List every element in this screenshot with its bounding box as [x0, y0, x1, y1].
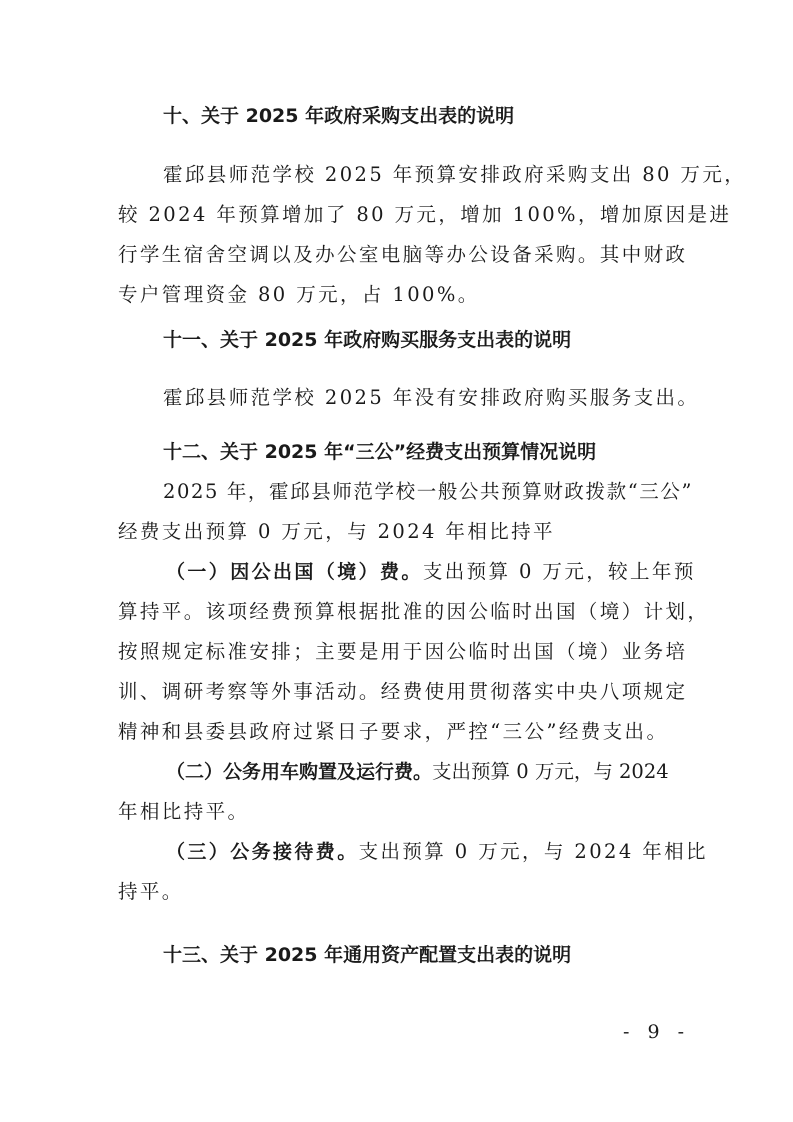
item-1-line-4-text: 训、调研考察等外事活动。经费使用贯彻落实中央八项规定 — [118, 680, 688, 703]
section-10-heading-text: 十、关于 2025 年政府采购支出表的说明 — [163, 105, 515, 127]
section-12-intro-2-text: 经费支出预算 0 万元，与 2024 年相比持平 — [118, 520, 555, 543]
section-12-intro-2 — [0, 512, 793, 552]
section-11-line-1 — [0, 378, 793, 418]
page-number-text: - 9 - — [623, 1021, 691, 1043]
section-12-heading-text: 十二、关于 2025 年“三公”经费支出预算情况说明 — [163, 441, 597, 463]
section-11-heading — [0, 320, 793, 360]
item-1-line-2 — [0, 592, 793, 632]
item-1-line-2-text: 算持平。该项经费预算根据批准的因公临时出国（境）计划， — [118, 600, 710, 623]
item-1-line-5-text: 精神和县委县政府过紧日子要求，严控“三公”经费支出。 — [118, 720, 669, 743]
item-2-title: （二）公务用车购置及运行费。 — [166, 761, 433, 783]
item-1-line-3-text: 按照规定标准安排；主要是用于因公临时出国（境）业务培 — [118, 640, 688, 663]
section-12-heading — [0, 432, 793, 472]
item-2-first-text: 支出预算 0 万元，与 2024 — [432, 760, 669, 783]
item-1-title: （一）因公出国（境）费。 — [166, 561, 423, 583]
section-10-line-4 — [0, 275, 793, 315]
section-10-line-4-text: 专户管理资金 80 万元，占 100%。 — [118, 283, 480, 306]
item-1-first-text: 支出预算 0 万元，较上年预 — [422, 560, 696, 583]
section-13-heading-text: 十三、关于 2025 年通用资产配置支出表的说明 — [163, 944, 572, 966]
item-3-title: （三）公务接待费。 — [166, 841, 359, 863]
item-2-line-2 — [0, 792, 793, 832]
section-10-line-2-text: 较 2024 年预算增加了 80 万元，增加 100%，增加原因是进 — [118, 203, 732, 226]
item-2-line-2-text: 年相比持平。 — [118, 800, 250, 823]
section-12-intro-1-text: 2025 年，霍邱县师范学校一般公共预算财政拨款“三公” — [163, 480, 694, 503]
item-1-line-5 — [0, 712, 793, 752]
item-1-first-line — [0, 552, 793, 592]
section-12-intro-1 — [0, 472, 793, 512]
section-10-line-3 — [0, 235, 793, 275]
item-2-first-line — [0, 752, 793, 792]
section-10-line-1-text: 霍邱县师范学校 2025 年预算安排政府采购支出 80 万元， — [163, 163, 747, 186]
section-10-line-1 — [0, 155, 793, 195]
page-number — [0, 1012, 793, 1052]
section-11-line-1-text: 霍邱县师范学校 2025 年没有安排政府购买服务支出。 — [163, 386, 700, 409]
section-13-heading — [0, 935, 793, 975]
section-10-line-3-text: 行学生宿舍空调以及办公室电脑等办公设备采购。其中财政 — [118, 243, 688, 266]
section-11-heading-text: 十一、关于 2025 年政府购买服务支出表的说明 — [163, 329, 572, 351]
section-10-heading — [0, 96, 793, 136]
item-3-line-2 — [0, 872, 793, 912]
item-1-line-3 — [0, 632, 793, 672]
section-10-line-2 — [0, 195, 793, 235]
item-1-line-4 — [0, 672, 793, 712]
item-3-first-line — [0, 832, 793, 872]
item-3-line-2-text: 持平。 — [118, 880, 184, 903]
item-3-first-text: 支出预算 0 万元，与 2024 年相比 — [358, 840, 708, 863]
